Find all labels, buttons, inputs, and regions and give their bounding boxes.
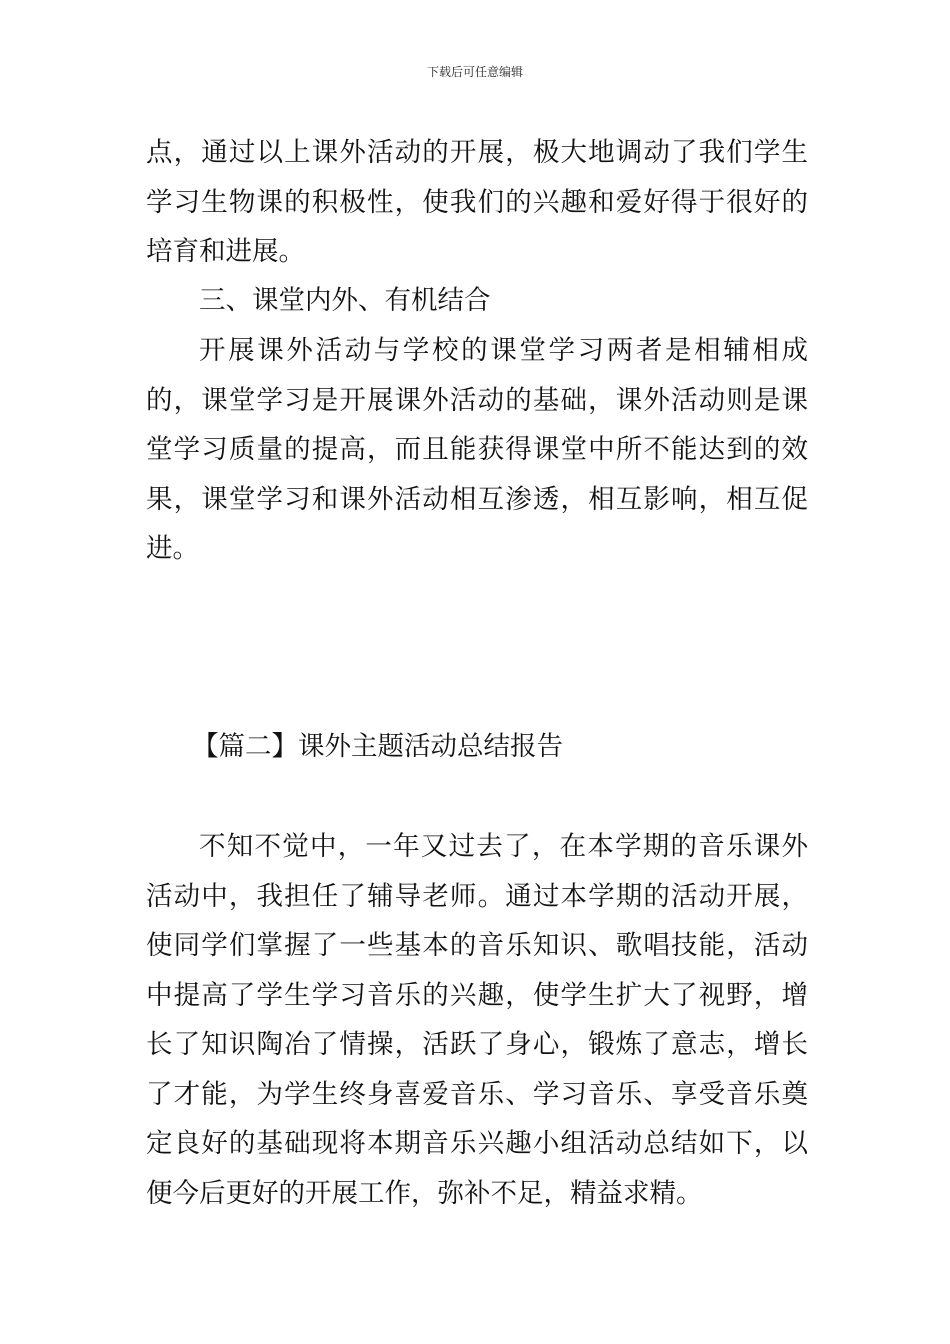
section-title: 【篇二】课外主题活动总结报告 [192,731,563,762]
page-header: 下载后可任意编辑 [426,65,523,79]
paragraph: 开展课外活动与学校的课堂学习两者是相辅相成的，课堂学习是开展课外活动的基础，课外活动则是课堂学习质量的提高，而且能获得课堂中所不能达到的效果，课堂学习和课外活动相互渗透，相互影响，相互促进。 [146,335,808,564]
section-heading: 三、课堂内外、有机结合 [199,285,491,316]
paragraph-continuation: 点，通过以上课外活动的开展，极大地调动了我们学生学习生物课的积极性，使我们的兴趣和爱好得于很好的培育和进展。 [146,137,808,267]
paragraph: 不知不觉中，一年又过去了，在本学期的音乐课外活动中，我担任了辅导老师。通过本学期的活动开展，使同学们掌握了一些基本的音乐知识、歌唱技能，活动中提高了学生学习音乐的兴趣，使学生扩大了视野，增长了知识陶冶了情操，活跃了身心，锻炼了意志，增长了才能，为学生终身喜爱音乐、学习音乐、享受音乐奠定良好的基础现将本期音乐兴趣小组活动总结如下，以便今后更好的开展工作，弥补不足，精益求精。 [146,831,808,1209]
